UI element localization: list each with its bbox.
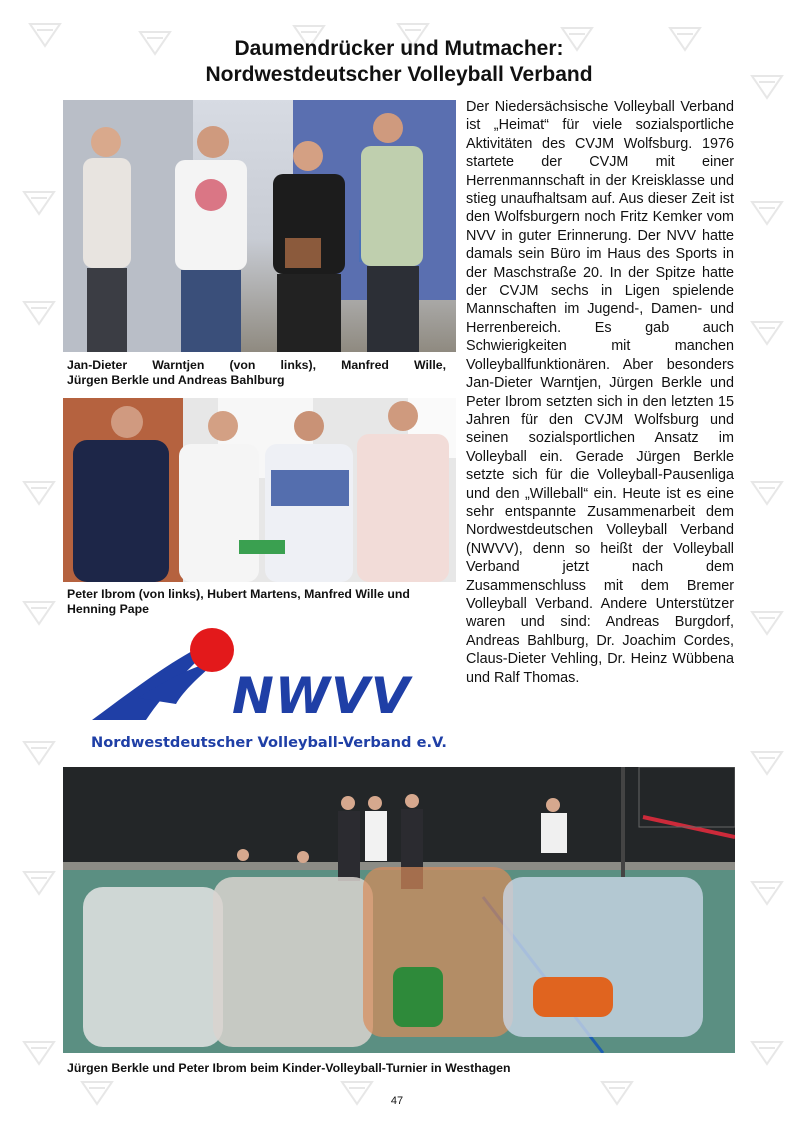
watermark-triangle-icon	[750, 880, 784, 906]
photo-2-caption	[67, 587, 452, 617]
article-body-text: Der Niedersächsische Volleyball Verband ist „Heimat“ für viele sozialsportliche Aktivitäten des CVJM Wolfsburg. 1976 startete der CVJM mit einer Herrenmannschaft in der Kreisklasse und stieg unaufhaltsam auf. Aus dieser Zeit ist den Wolfsburgern noch Fritz Kemker vom NVV in guter Erinnerung. Der NVV hatte damals sein Büro im Haus des Sports in der Maschstraße 20. In der Spitze hatte der CVJM sechs in Ligen spielende Mannschaften im Jugend-, Damen- und Herrenbereich. Es gab auch Schwierigkeiten mit manchen Volleyballfunktionären. Aber besonders Jan-Dieter Warntjen, Jürgen Berkle und Peter Ibrom setzten sich in den letzten 15 Jahren für den CVJM Wolfsburg und seinen sozialsportlichen Ansatz im Volleyball ein. Gerade Jürgen Berkle setzte sich für die Volleyball-Pausenliga und den „Willeball“ ein. Heute ist es eine sehr entspannte Zusammenarbeit dem Nordwestdeutschen Volleyball Verband (NWVV), denn so heißt der Volleyball Verband jetzt nach dem Zusammenschluss mit dem Bremer Volleyball Verband. Andere Unterstützer waren und sind: Andreas Burgdorf, Andreas Bahlburg, Dr. Joachim Cordes, Claus-Dieter Vehling, Dr. Heinz Wübbena und Ralf Thomas.	[466, 99, 734, 686]
nwvv-logo	[86, 620, 447, 756]
logo-acronym: NWVV	[232, 667, 411, 725]
watermark-triangle-icon	[750, 480, 784, 506]
watermark-triangle-icon	[22, 480, 56, 506]
photo-group-four-men-indoor	[63, 100, 456, 352]
photo-2-caption-line-1: Peter Ibrom (von links), Hubert Martens, Manfred Wille und	[67, 587, 410, 601]
photo-3-caption-line-1: Jürgen Berkle und Peter Ibrom beim Kinder-Volleyball-Turnier in Westhagen	[67, 1061, 511, 1075]
photo-1-caption-continued	[67, 373, 446, 388]
photo-kids-volleyball-tournament	[63, 767, 735, 1053]
photo-1-caption	[67, 358, 446, 373]
watermark-triangle-icon	[750, 200, 784, 226]
watermark-triangle-icon	[750, 74, 784, 100]
photo-1-caption-line-2: Jürgen Berkle und Andreas Bahlburg	[67, 373, 285, 387]
page-title	[60, 36, 738, 88]
watermark-triangle-icon	[22, 740, 56, 766]
photo-group-four-men-banner	[63, 398, 456, 582]
photo-2-caption-line-2: Henning Pape	[67, 602, 149, 616]
watermark-triangle-icon	[750, 610, 784, 636]
title-line-1: Daumendrücker und Mutmacher:	[234, 37, 564, 60]
page-number: 47	[390, 1095, 404, 1107]
watermark-triangle-icon	[750, 1040, 784, 1066]
watermark-triangle-icon	[22, 600, 56, 626]
watermark-triangle-icon	[22, 300, 56, 326]
watermark-triangle-icon	[750, 750, 784, 776]
watermark-triangle-icon	[22, 870, 56, 896]
title-line-2: Nordwestdeutscher Volleyball Verband	[205, 63, 593, 86]
watermark-triangle-icon	[22, 1040, 56, 1066]
watermark-triangle-icon	[22, 190, 56, 216]
photo-3-caption	[67, 1061, 727, 1076]
logo-full-name: Nordwestdeutscher Volleyball-Verband e.V.	[91, 734, 447, 751]
watermark-triangle-icon	[750, 320, 784, 346]
photo-1-caption-line-1: Jan-Dieter Warntjen (von links), Manfred Wille,	[67, 358, 446, 372]
watermark-triangle-icon	[28, 22, 62, 48]
